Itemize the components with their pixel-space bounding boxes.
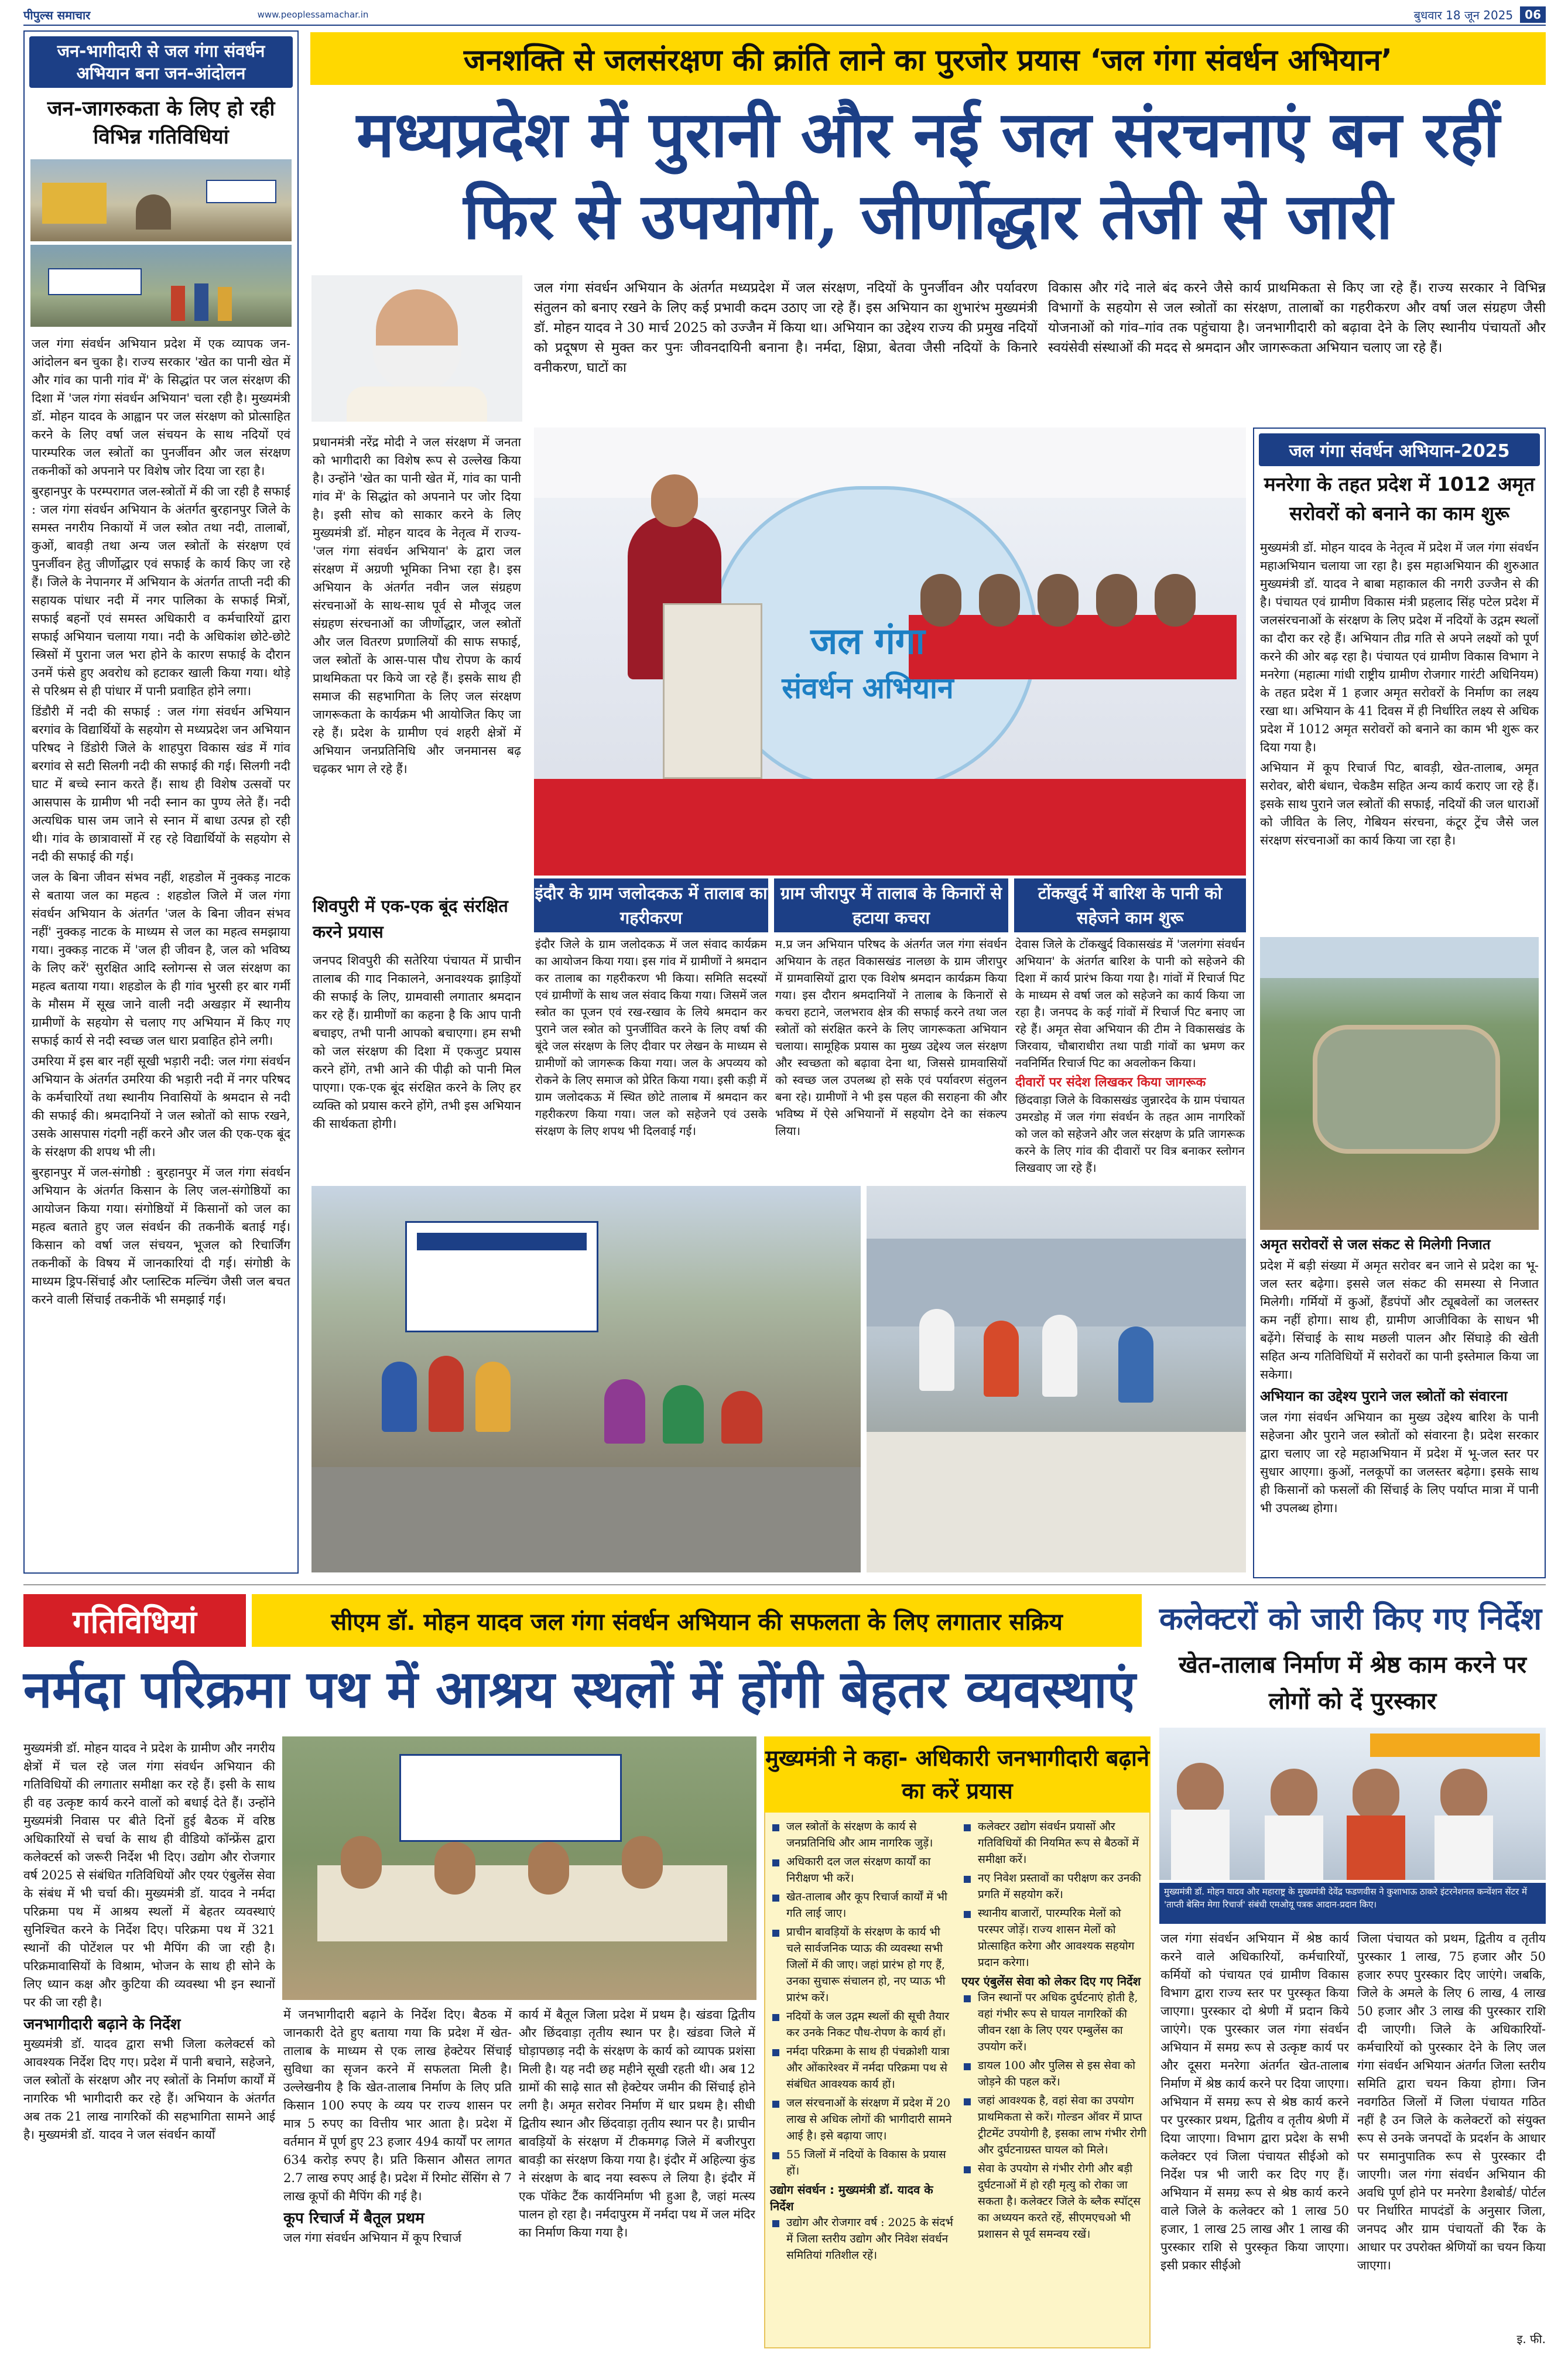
bottom-body-b-p1: में जनभागीदारी बढ़ाने के निर्देश दिए। बैठक में जानकारी देते हुए बताया गया कि प्रदेश में खेत-तालाब के माध्यम से एक लाख हेक्टेयर सिंचाई सुविधा का सृजन करने में सफलता मिली है। उल्लेखनीय है कि खेत-तालाब निर्माण के लिए प्रति किसान 100 रुपए के व्यय पर राज्य शासन पर मात्र 5 रुपए का वित्तीय भार आता है। प्रदेश में वर्तमान में पूर्ण हुए 23 हजार 494 कार्यों पर लागत 634 करोड़ रुपए है। प्रति किसान औसत लागत 2.7 लाख रुपए आई है। प्रदेश में रिमोट सेंसिंग से 7 लाख कूपों की मैपिंग की गई है। [283,2008,512,2203]
callout-item: सेवा के उपयोग से गंभीर रोगी और बड़ी दुर्घटनाओं में हो रही मृत्यु को रोका जा सकता है। कलेक्टर जिले के ब्लैक स्पॉट्स का अध्ययन करते रहें, सीएमएचओ भी प्रशासन से पूर्व समन्वय रखें। [961,2160,1148,2242]
callout-item: प्राचीन बावड़ियों के संरक्षण के कार्य भी चले सार्वजनिक प्याऊ की व्यवस्था सभी जिलों में की जाए। जहां प्रारंभ हो गए हैं, उनका सुचारू संचालन हो, नए प्याऊ भी प्रारंभ करें। [770,1924,957,2006]
left-column-title-text: जन-जागरुकता के लिए हो रही विभिन्न गतिविधियां [47,97,275,149]
masthead-url: www.peoplessamachar.in [257,9,369,20]
left-column-body [32,335,290,1571]
story-tonk-body [1015,936,1245,1182]
story-tonk-title [1014,878,1246,932]
top-banner [310,32,1546,85]
main-headline [310,94,1546,264]
callout-item: जल स्त्रोतों के संरक्षण के कार्य से जनप्रतिनिधि और आम नागरिक जुड़ें। [770,1818,957,1851]
activity-photo-2 [867,1186,1246,1572]
footer-initials [1487,2331,1546,2348]
bottom-headline-text: नर्मदा परिक्रमा पथ में आश्रय स्थलों में होंगी बेहतर व्यवस्थाएं [23,1659,1136,1719]
masthead-left: पीपुल्स समाचार [23,8,91,22]
bottom-sub-b: कूप रिचार्ज में बैतूल प्रथम [283,2210,424,2227]
callout-item: उद्योग और रोजगार वर्ष : 2025 के संदर्भ में जिला स्तरीय उद्योग और निवेश संवर्धन समितियां गतिशील रहें। [770,2214,957,2264]
callout-item: नर्मदा परिक्रमा के साथ ही पंचक्रोशी यात्रा और ओंकारेश्वर में नर्मदा परिक्रमा पथ से संबंधित आवश्यक कार्य हों। [770,2043,957,2093]
story-jeerapur-title-text: ग्राम जीरापुर में तालाब के किनारों से हटाया कचरा [780,883,1002,928]
callout-item: जिन स्थानों पर अधिक दुर्घटनाएं होती है, वहां गंभीर रूप से घायल नागरिकों की जीवन रक्षा के लिए एयर एम्बुलेंस का उपयोग करें। [961,1989,1148,2055]
activity-photo-1 [311,1186,861,1572]
bottom-body-b-p2: जल गंगा संवर्धन अभियान में कूप रिचार्ज [283,2231,461,2245]
callout-item: डायल 100 और पुलिस से इस सेवा को जोड़ने की पहल करें। [961,2057,1148,2090]
story-tonk-sub: दीवारों पर संदेश लिखकर किया जागरूक [1015,1075,1206,1090]
story-shivpuri-title-text: शिवपुरी में एक-एक बूंद संरक्षित करने प्रयास [313,896,508,942]
bottom-label [23,1594,246,1647]
masthead [23,5,1546,26]
story-shivpuri-title [313,893,521,947]
right-box-body-2 [1260,1235,1539,1574]
left-body-p5: उमरिया में इस बार नहीं सूखी भड़ारी नदी: जल गंगा संवर्धन अभियान के अंतर्गत उमरिया की भड़ारी नदी में नगर परिषद के कर्मचारियों तथा स्थानीय निवासियों के श्रमदान से नदी की सफाई की। श्रमदानियों ने जल स्त्रोतों को साफ रखने, उसके आसपास गंदगी नहीं करने और जल की एक-एक बूंद के संरक्षण की शपथ भी ली। [32,1054,290,1159]
right-box-sub-2: अभियान का उद्देश्य पुराने जल स्त्रोतों को संवारना [1260,1388,1508,1404]
bottom-label-text: गतिविधियां [73,1603,197,1640]
story-jeerapur-body [775,936,1007,1182]
bottom-body-a-p2: मुख्यमंत्री डॉ. यादव द्वारा सभी जिला कलेक्टर्स को आवश्यक निर्देश दिए गए। प्रदेश में पानी बचाने, सहेजने, जल स्त्रोतों के संरक्षण और नए स्त्रोतों के निर्माण कार्यों में नागरिक भी भागीदारी कर रहे हैं। अभियान के अंतर्गत अब तक 21 लाख नागरिकों की सहभागिता सामने आई है। मुख्यमंत्री डॉ. यादव ने जल संवर्धन कार्यों [23,2037,275,2142]
right-box-p3: प्रदेश में बड़ी संख्या में अमृत सरोवर बन जाने से प्रदेश का भू-जल स्तर बढ़ेगा। इससे जल संकट की समस्या से निजात मिलेगी। गर्मियों में कुओं, हैंडपंपों और ट्यूबवेलों का जलस्तर कम नहीं होगा। साथ ही, ग्रामीण आजीविका के साधन भी बढ़ेंगे। सिंचाई के साथ मछली पालन और सिंघाड़े की खेती सहित अन्य गतिविधियों में सरोवरों का पानी इस्तेमाल किया जा सकेगा। [1260,1259,1539,1382]
callout-item: अधिकारी दल जल संरक्षण कार्यों का निरीक्षण भी करें। [770,1854,957,1886]
callout-title [764,1736,1151,1813]
pond-photo [1260,937,1539,1230]
meeting-photo [282,1736,756,2000]
left-body-p3: डिंडौरी में नदी की सफाई : जल गंगा संवर्धन अभियान बरगांव के विद्यार्थियों के सहयोग से मध्यप्रदेश जन अभियान परिषद ने डिंडोरी जिले के शाहपुरा विकास खंड में गांव बरगांव से सटी सिलगी नदी की सफाई की गई। सिलगी नदी घाट में बच्चे स्नान करते हैं। साथ ही विशेष उत्सवों पर आसपास के ग्रामीण भी नदी स्नान का पुण्य लेते हैं। नदी अत्यधिक घास जम जाने से स्नान में बाधा उत्पन्न हो रही थी। गांव के छात्रावासों में रह रहे विद्यार्थियों के सहयोग से नदी की सफाई की गई। [32,705,290,864]
callout-item: कलेक्टर उद्योग संवर्धन प्रयासों और गतिविधियों की नियमित रूप से बैठकों में समीक्षा करें। [961,1818,1148,1868]
mou-caption [1159,1883,1546,1924]
callout-item: जल संरचनाओं के संरक्षण में प्रदेश में 20 लाख से अधिक लोगों की भागीदारी सामने आई है। इसे बढ़ाया जाए। [770,2095,957,2144]
left-body-p6: बुरहानपुर में जल-संगोष्ठी : बुरहानपुर में जल गंगा संवर्धन अभियान के अंतर्गत किसान के लिए जल-संगोष्ठियों का आयोजन किया गया। संगोष्ठियों में किसानों को जल का महत्व बताते हुए जल संवर्धन की तकनीकें बताई गई। किसान को वर्षा जल संचयन, भूजल को रिचार्जिंग तकनीकों के विषय में जानकारियां दी गई। संगोष्ठी के माध्यम ड्रिप-सिंचाई और प्लास्टिक मल्चिंग जैसी जल बचत करने वाली सिंचाई तकनीकें भी समझाई गई। [32,1165,290,1307]
right-box-body-1 [1260,539,1539,931]
left-photo-3 [30,330,292,333]
left-photo-2 [30,245,292,327]
footer-initials-text: इ. फी. [1516,2332,1546,2346]
intro-col-2 [1048,278,1546,407]
callout-item: 55 जिलों में नदियों के विकास के प्रयास हों। [770,2146,957,2179]
collectors-subtitle-text: खेत-तालाब निर्माण में श्रेष्ठ काम करने पर लोगों को दें पुरस्कार [1178,1652,1527,1715]
story-indore-body-text: इंदौर जिले के ग्राम जलोदकऊ में जल संवाद कार्यक्रम का आयोजन किया गया। इस गांव में ग्रामीणों ने श्रमदान कर तालाब का गहरीकरण भी किया। समिति सदस्यों एवं ग्रामीणों के साथ जल संवाद किया गया। जिसमें जल स्त्रोत का पूजन एवं रख-रखाव के लिये श्रमदान कर पुराने जल स्त्रोत को पुनर्जीवित करने के लिए वर्षा की बूंदे जल संरक्षण के लिए दीवार पर लेखन के माध्यम से ग्रामीणों को जागरूक किया गया। जल के अपव्यय को रोकने के लिए समाज को प्रेरित किया गया। इसी कड़ी में ग्राम जलोदकऊ में स्थित छोटे तालाब में श्रमदान कर गहरीकरण किया गया। जल को सहेजने एवं उसके संरक्षण के लिए शपथ भी दिलवाई गई। [535,937,767,1138]
story-indore-body [535,936,767,1182]
bottom-headline [23,1654,1142,1725]
right-box-p1: मुख्यमंत्री डॉ. मोहन यादव के नेतृत्व में प्रदेश में जल गंगा संवर्धन महाअभियान चलाया जा रहा है। इस महाअभियान की शुरुआत मुख्यमंत्री डॉ. यादव ने बाबा महाकाल की नगरी उज्जैन से की है। पंचायत एवं ग्रामीण विकास मंत्री प्रहलाद सिंह पटेल प्रदेश में जलसंरचनाओं के संरक्षण के लिए प्रदेश में नदियों के उद्गम स्थलों का दौरा कर रहे हैं। अभियान तीव्र गति से अपने लक्ष्यों को पूर्ण करने की ओर बढ़ रहा है। पंचायत एवं ग्रामीण विकास विभाग ने मनरेगा (महात्मा गांधी राष्ट्रीय ग्रामीण रोजगार गारंटी अधिनियम) के तहत प्रदेश में 1 हजार अमृत सरोवरों के निर्माण का लक्ष्य रखा था। अभियान के 41 दिवस में ही निर्धारित लक्ष्य से अधिक प्रदेश में 1012 अमृत सरोवरों को बनाने का काम भी शुरू कर दिया गया है। [1260,541,1539,754]
left-column-badge-text: जन-भागीदारी से जल गंगा संवर्धन अभियान बना जन-आंदोलन [57,41,265,83]
left-body-p4: जल के बिना जीवन संभव नहीं, शहडोल में नुक्कड़ नाटक से बताया जल का महत्व : शहडोल जिले में जल गंगा संवर्धन अभियान के अंतर्गत 'जल के बिना जीवन संभव नहीं' नुक्कड़ नाटक के माध्यम से जल का महत्व समझाया गया। नुक्कड़ नाटक में 'जल ही जीवन है, जल को भविष्य के लिए करें' सुरक्षित आदि स्लोगन्स से जल संरक्षण का महत्व बताया गया। शहडोल के ही गांव भुरसी हर बार गर्मी के मौसम में सूख जाने वाली नदी अखड़ार में स्थानीय ग्रामीणों के सहयोग से चलाए गए अभियान में किए गए सफाई कार्य से नदी स्वच्छ जल धारा प्रवाहित होने लगी। [32,870,290,1048]
mou-caption-text: मुख्यमंत्री डॉ. मोहन यादव और महाराष्ट्र के मुख्यमंत्री देवेंद्र फडणवीस ने कुशाभाऊ ठाकरे इंटरनेशनल कन्वेंशन सेंटर में 'ताप्ती बेसिन मेगा रिचार्ज' संबंधी एमओयू पत्रक आदान-प्रदान किए। [1164,1886,1527,1910]
right-box-p4: जल गंगा संवर्धन अभियान का मुख्य उद्देश्य बारिश के पानी सहेजना और पुराने जल स्त्रोतों को संवारना है। प्रदेश सरकार द्वारा चलाए जा रहे महाअभियान में प्रदेश में भू-जल स्तर पर सुधार आएगा। कुओं, नलकूपों का जलस्तर बढ़ेगा। इसके साथ ही किसानों को फसलों की सिंचाई के लिए पर्याप्त मात्रा में पानी भी उपलब्ध होगा। [1260,1410,1539,1515]
main-headline-text: मध्यप्रदेश में पुरानी और नई जल संरचनाएं बन रहीं फिर से उपयोगी, जीर्णोद्धार तेजी से जारी [356,98,1500,254]
bottom-body-a-p1: मुख्यमंत्री डॉ. मोहन यादव ने प्रदेश के ग्रामीण और नगरीय क्षेत्रों में चल रहे जल गंगा संवर्धन अभियान की गतिविधियों की लगातार समीक्षा कर रहे हैं। इसी के साथ ही वह उत्कृष्ट कार्य करने वालों को बधाई देते हैं। उन्होंने मुख्यमंत्री निवास पर बीते दिनों हुई बैठक में वरिष्ठ अधिकारियों से चर्चा के साथ ही वीडियो कॉन्फ्रेंस द्वारा कलेक्टर्स को जरूरी निर्देश भी दिए। उद्योग और रोजगार वर्ष 2025 से संबंधित गतिविधियों और एयर एंबुलेंस सेवा के संबंध में भी चर्चा की। मुख्यमंत्री डॉ. यादव ने नर्मदा परिक्रमा पथ में आश्रय स्थलों में बेहतर व्यवस्थाएं सुनिश्चित करने के निर्देश दिए। परिक्रमा पथ में 321 स्थानों की पोटेंशल पर भी मैपिंग की जा रही है। परिक्रमावासियों के विश्राम, भोजन के साथ ही सोने के लिए ध्यान कक्ष और कुटिया की व्यवस्था भी इन स्थानों पर की जा रही है। [23,1741,275,2009]
story-tonk-title-text: टोंकखुर्द में बारिश के पानी को सहेजने काम शुरू [1038,883,1223,928]
callout-col-1 [770,1818,957,2346]
callout-title-text: मुख्यमंत्री ने कहा- अधिकारी जनभागीदारी बढ़ाने का करें प्रयास [765,1745,1149,1804]
stage-banner-line2: संवर्धन अभियान [782,671,954,705]
bottom-kicker-text: सीएम डॉ. मोहन यादव जल गंगा संवर्धन अभियान की सफलता के लिए लगातार सक्रिय [331,1608,1063,1636]
left-column-title [29,95,293,153]
callout-item: नए निवेश प्रस्तावों का परीक्षण कर उनकी प्रगति में सहयोग करें। [961,1870,1148,1903]
callout-item: जहां आवश्यक है, वहां सेवा का उपयोग प्राथमिकता से करें। गोल्डन ऑवर में प्राप्त ट्रीटमेंट उपयोगी है, इसका लाभ गंभीर रोगी और दुर्घटनाग्रस्त घायल को मिले। [961,2093,1148,2158]
story-indore-title [534,878,768,932]
bottom-body-c-text: कार्य में बैतूल जिला प्रदेश में प्रथम है। खंडवा द्वितीय और छिंदवाड़ा तृतीय स्थान पर है। खंडवा जिले में घोड़ापछाड़ नदी के संरक्षण के कार्य को व्यापक प्रशंसा मिली है। यह नदी छह महीने सूखी रहती थी। अब 12 ग्रामों की साढ़े सात सौ हेक्टेयर जमीन की सिंचाई होने लगी है। अमृत सरोवर निर्माण में धार प्रथम है। सीधी द्वितीय स्थान और छिंदवाड़ा तृतीय स्थान पर है। प्राचीन बावड़ियों के संरक्षण में टीकमगढ़ जिले में बजीरपुरा बावड़ी का संरक्षण किया गया है। इंदौर में अहिल्या कुंड ने संरक्षण के बाद नया स्वरूप ले लिया है। इंदौर में एक पॉकेट टैंक कार्यनिर्माण भी हुआ है, जहां मत्स्य पालन हो रहा है। नर्मदापुरम में नर्मदा पथ में जल मंदिर का निर्माण किया गया है। [519,2008,755,2240]
collectors-title [1159,1594,1546,1647]
collectors-body-1 [1160,1930,1349,2348]
bottom-body-b [283,2006,512,2348]
left-column-badge [29,36,293,88]
callout-sub: उद्योग संवर्धन : मुख्यमंत्री डॉ. यादव के निर्देश [770,2183,933,2213]
story-tonk-body-2: छिंदवाड़ा जिले के विकासखंड जुन्नारदेव के ग्राम पंचायत उमरडोह में जल गंगा संवर्धन के तहत आम नागरिकों को जल को सहेजने और जल संरक्षण के प्रति जागरूक करने के लिए गांव की दीवारों पर वित्र बनाकर स्लोगन लिखवाए जा रहे हैं। [1015,1093,1245,1175]
story-shivpuri-body-text: जनपद शिवपुरी की सतेरिया पंचायत में प्राचीन तालाब की गाद निकालने, अनावश्यक झाड़ियों की सफाई के लिए, ग्रामवासी लगातार श्रमदान कर रहे हैं। ग्रामीणों का कहना है कि आप पानी बचाइए, तभी पानी आपको बचाएगा। हम सभी को जल संरक्षण की दिशा में एकजुट प्रयास करने होंगे, तभी आने की पीढ़ी को पानी मिल पाएगा। एक-एक बूंद संरक्षित करने के लिए हर व्यक्ति को प्रयास करने होंगे, तभी इस अभियान की सार्थकता होगी। [313,953,521,1131]
bottom-body-c [519,2006,755,2348]
collectors-body-2 [1357,1930,1546,2328]
page-number: 06 [1520,6,1546,23]
callout-sub-2: एयर एंबुलेंस सेवा को लेकर दिए गए निर्देश [961,1974,1141,1988]
callout-col-2 [961,1818,1148,2346]
right-box-title [1259,470,1540,534]
bottom-kicker [252,1594,1142,1647]
story-tonk-body-text: देवास जिले के टोंकखुर्द विकासखंड में 'जलगंगा संवर्धन अभियान' के अंतर्गत बारिश के पानी को सहेजने की दिशा में कार्य प्रारंभ किया गया है। गांवों में रिचार्ज पिट के माध्यम से वर्षा जल को सहेजने का कार्य किया जा रहा है। जनपद के कई गांवों में रिचार्ज पिट बनाए जा रहे हैं। अमृत सेवा अभियान की टीम ने विकासखंड के जिरवाय, चौबाराधीरा तथा पाडी गांवों का भ्रमण कर नवनिर्मित रिचार्ज पिट का अवलोकन किया। [1015,937,1245,1070]
intro-col-1 [534,278,1038,407]
right-box-p2: अभियान में कूप रिचार्ज पिट, बावड़ी, खेत-तालाब, अमृत सरोवर, बोरी बंधान, चेकडैम सहित अन्य कार्य कराए जा रहे हैं। इसके साथ पुराने जल स्त्रोतों की सफाई, नदियों की जल धाराओं को जीवित के लिए, गेबियन संरचना, कंटूर ट्रेंच जैसे जल संरक्षण संरचनाओं का कार्य किया जा रहा है। [1260,761,1539,847]
left-body-p1: जल गंगा संवर्धन अभियान प्रदेश में एक व्यापक जन-आंदोलन बन चुका है। राज्य सरकार 'खेत का पानी खेत में और गांव का पानी गांव में' के सिद्धांत पर जल संरक्षण की दिशा में 'जल गंगा संवर्धन अभियान' चला रही है। मुख्यमंत्री डॉ. मोहन यादव के आह्वान पर जल संरक्षण को प्रोत्साहित करने के लिए वर्षा जल संचयन के साथ नदियों एवं पारम्परिक जल स्त्रोतों का पुनर्जीवन और जल संरक्षण तकनीकों को अपनाने पर विशेष जोर दिया जा रहा है। [32,337,290,478]
bottom-sub-a: जनभागीदारी बढ़ाने के निर्देश [23,2016,181,2033]
collectors-body-2-text: जिला पंचायत को प्रथम, द्वितीय व तृतीय पुरस्कार 1 लाख, 75 हजार और 50 हजार रुपए पुरस्कार दिए जाएंगे। जबकि, जिले के अमले के लिए 6 लाख, 4 लाख 50 हजार और 3 लाख की पुरस्कार राशि दी जाएगी। जिले के अधिकारियों-कर्मचारियों को पुरस्कार देने के लिए जल गंगा संवर्धन अभियान अंतर्गत जिला स्तरीय समिति द्वारा चयन किया होगा। जिन नवगठित जिलों में जिला पंचायत गठित नहीं है उन जिले के कलेक्टरों को संयुक्त रूप से उनके जनपदों के प्रदर्शन के आधार पर समानुपातिक रूप से पुरस्कार दी जाएगी। जल गंगा संवर्धन अभियान की अवधि पूर्ण होने पर मनरेगा डैशबोर्ड/ पोर्टल पर निर्धारित मापदंडों के अनुसार जिला, जनपद और ग्राम पंचायतों की रैंक के आधार पर उपरोक्त श्रेणियों का चयन किया जाएगा। [1357,1931,1546,2272]
right-box-title-text: मनरेगा के तहत प्रदेश में 1012 अमृत सरोवरों को बनाने का काम शुरू [1264,473,1535,525]
right-box-badge-text: जल गंगा संवर्धन अभियान-2025 [1289,440,1510,461]
pm-body-text: प्रधानमंत्री नरेंद्र मोदी ने जल संरक्षण में जनता को भागीदारी का विशेष रूप से उल्लेख किया है। उन्होंने 'खेत का पानी खेत में, गांव का पानी गांव में' के सिद्धांत को अपनाने पर जोर दिया है। इसी सोच को साकार करने के लिए मुख्यमंत्री डॉ. मोहन यादव के नेतृत्व में राज्य- 'जल गंगा संवर्धन अभियान' के द्वारा जल संरक्षण में अग्रणी भूमिका निभा रहा है। इस अभियान के अंतर्गत नवीन जल संग्रहण संरचनाओं के साथ-साथ पूर्व से मौजूद जल संग्रहण संरचनाओं का जीर्णोद्धार, जल स्त्रोतों और जल वितरण प्रणालियों की साफ सफाई, जल स्त्रोतों के आस-पास पौध रोपण के कार्य प्राथमिकता पर किये जा रहे हैं। इसके साथ ही समाज की सहभागिता के लिए जल संरक्षण जागरूकता के कार्यक्रम भी आयोजित किए जा रहे हैं। प्रदेश के ग्रामीण एवं शहरी क्षेत्रों में अभियान जनप्रतिनिधि और जनमानस बढ़ चढ़कर भाग ले रहे हैं। [313,435,521,776]
left-body-p2: बुरहानपुर के परम्परागत जल-स्त्रोतों में की जा रही है सफाई : जल गंगा संवर्धन अभियान के अंतर्गत बुरहानपुर जिले के समस्त नगरीय निकायों में जल स्त्रोत तथा नदी, तालाबों, कुओं, बावड़ी तथा अन्य जल स्त्रोतों के संरक्षण एवं पुनर्जीवन हेतु जीर्णोद्धार एवं सफाई के कार्य किए जा रहे हैं। जिले के नेपानगर में अभियान के अंतर्गत ताप्ती नदी की सहायक पांधार नदी में नगर पालिका के सफाई मित्रों, सफाई बहनों एवं समस्त अधिकारी व कर्मचारियों द्वारा सफाई अभियान चलाया गया। नदी के अधिकांश छोटे-छोटे स्त्रिसों में पुराना जल भरा होने के कारण सफाई के दौरान उनमें फंसे हुए अवरोध को हटाकर खाली किया गया। थोड़े से परिश्रम से ही पांधार में पानी प्रवाहित होने लगा। [32,484,290,698]
callout-item: खेत-तालाब और कूप रिचार्ज कार्यों में भी गति लाई जाए। [770,1889,957,1921]
bottom-body-a [23,1739,275,2348]
story-jeerapur-body-text: म.प्र जन अभियान परिषद के अंतर्गत जल गंगा संवर्धन अभियान के तहत विकासखंड नालछा के ग्राम जीरापुर में ग्रामवासियों द्वारा एक विशेष श्रमदान कार्यक्रम किया गया। इस दौरान श्रमदानियों ने तालाब के किनारों से कचरा हटाने, जलभराव क्षेत्र की सफाई करने तथा जल स्त्रोतों को संरक्षित करने के लिए जागरूकता अभियान चलाया। सामूहिक प्रयास का मुख्य उद्देश्य जल संरक्षण और स्वच्छता को बढ़ावा देना था, जिससे ग्रामवासियों को स्वच्छ जल उपलब्ध हो सके एवं पर्यावरण संतुलन बना रहे। ग्रामीणों ने भी इस पहल की सराहना की और भविष्य में ऐसे अभियानों में सहयोग देने का संकल्प लिया। [775,937,1007,1138]
callout-item: स्थानीय बाजारों, पारम्परिक मेलों को परस्पर जोड़ें। राज्य शासन मेलों को प्रोत्साहित करेगा और आवश्यक सहयोग प्रदान करेगा। [961,1905,1148,1971]
mou-photo [1159,1728,1546,1880]
right-box-badge [1259,433,1540,466]
masthead-date: बुधवार 18 जून 2025 [1413,8,1514,22]
story-jeerapur-title [774,878,1008,932]
left-photo-1 [30,159,292,241]
collectors-subtitle [1159,1647,1546,1723]
story-shivpuri-body [313,952,521,1186]
bottom-divider [23,1584,1546,1585]
stage-banner-line1: जल गंगा [810,620,925,662]
story-indore-title-text: इंदौर के ग्राम जलोदकऊ में तालाब का गहरीकरण [535,883,768,928]
right-box-sub-1: अमृत सरोवरों से जल संकट से मिलेगी निजात [1260,1236,1491,1253]
stage-banner [745,615,991,755]
collectors-title-text: कलेक्टरों को जारी किए गए निर्देश [1159,1601,1542,1637]
intro-col-1-text: जल गंगा संवर्धन अभियान के अंतर्गत मध्यप्रदेश में जल संरक्षण, नदियों के पुनर्जीवन और पर्यावरण संतुलन को बनाए रखने के लिए कई प्रभावी कदम उठाए जा रहे हैं। इस अभियान का शुभारंभ मुख्यमंत्री डॉ. मोहन यादव ने 30 मार्च 2025 को उज्जैन में किया था। अभियान का उद्देश्य राज्य की प्रमुख नदियों को प्रदूषण से मुक्त कर पुनः जीवनदायिनी बनाना है। नर्मदा, क्षिप्रा, बेतवा जैसी नदियों के किनारे वनीकरण, घाटों का [534,281,1038,375]
collectors-body-1-text: जल गंगा संवर्धन अभियान में श्रेष्ठ कार्य करने वाले अधिकारियों, कर्मचारियों, कर्मियों को पंचायत एवं ग्रामीण विकास विभाग द्वारा राज्य स्तर पर पुरस्कृत किया जाएगा। पुरस्कार दो श्रेणी में प्रदान किये जाएंगे। एक पुरस्कार जल गंगा संवर्धन अभियान में समग्र रूप से उत्कृष्ट कार्य पर और दूसरा मनरेगा अंतर्गत खेत-तालाब निर्माण में श्रेष्ठ कार्य करने पर दिया जाएगा। अभियान में समग्र रूप से श्रेष्ठ कार्य करने पर पुरस्कार प्रथम, द्वितीय व तृतीय श्रेणी में दिया जाएगा। विभाग द्वारा प्रदेश के सभी कलेक्टर एवं जिला पंचायत सीईओ को निर्देश पत्र भी जारी कर दिए गए हैं। अभियान में समग्र रूप से श्रेष्ठ कार्य करने वाले जिले के कलेक्टर को 1 लाख 50 हजार, 1 लाख 25 लाख और 1 लाख की पुरस्कार राशि से पुरस्कृत किया जाएगा। इसी प्रकार सीईओ [1160,1931,1349,2272]
top-banner-text: जनशक्ति से जलसंरक्षण की क्रांति लाने का पुरजोर प्रयास ‘जल गंगा संवर्धन अभियान’ [463,43,1393,78]
callout-item: नदियों के जल उद्गम स्थलों की सूची तैयार कर उनके निकट पौध-रोपण के कार्य हों। [770,2008,957,2041]
pm-portrait [311,275,522,422]
intro-col-2-text: विकास और गंदे नाले बंद करने जैसे कार्य प्राथमिकता से किए जा रहे हैं। राज्य सरकार ने विभिन्न विभागों के सहयोग से जल स्त्रोतों का संरक्षण, तालाबों का गहरीकरण और वर्षा जल संग्रहण जैसी योजनाओं को गांव–गांव तक पहुंचाया है। जनभागीदारी को बढ़ावा देने के लिए स्थानीय पंचायतों और स्वयंसेवी संस्थाओं की मदद से श्रमदान और जागरूकता अभियान चलाए जा रहे हैं। [1048,281,1546,355]
pm-body [313,433,521,884]
stage-photo [534,428,1246,876]
